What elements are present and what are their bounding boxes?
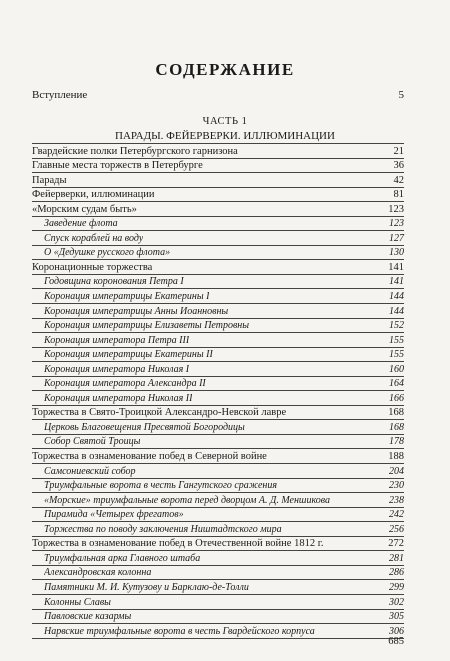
toc-entry-title: Пирамида «Четырех фрегатов» bbox=[44, 509, 184, 521]
toc-entry-page: 123 bbox=[388, 203, 404, 215]
toc-entry-title: Памятники М. И. Кутузову и Барклаю-де-Толли bbox=[44, 581, 249, 593]
toc-entry-page: 141 bbox=[389, 276, 404, 288]
toc-entry-page: 155 bbox=[389, 349, 404, 361]
toc-entry-page: 281 bbox=[389, 552, 404, 564]
toc-entry-title: Коронация императрицы Елизаветы Петровны bbox=[44, 320, 250, 332]
toc-entry bbox=[32, 217, 404, 232]
toc-entry-page: 178 bbox=[389, 436, 404, 448]
toc-entry-page: 152 bbox=[389, 320, 404, 332]
toc-entry bbox=[32, 144, 404, 159]
toc-entry bbox=[32, 319, 404, 334]
toc-entry-page: 130 bbox=[389, 247, 404, 259]
toc-entry-page: 160 bbox=[389, 363, 404, 375]
toc-entry bbox=[32, 566, 404, 581]
toc-entry bbox=[32, 275, 404, 290]
toc-entry bbox=[32, 348, 404, 363]
toc-entry-title: Павловские казармы bbox=[44, 611, 132, 623]
toc-entry bbox=[32, 479, 404, 494]
toc-entry-page: 123 bbox=[389, 218, 404, 230]
toc-entry-page: 302 bbox=[389, 596, 404, 608]
toc-list bbox=[32, 143, 404, 639]
toc-entry-page: 272 bbox=[388, 538, 404, 550]
toc-entry-page: 42 bbox=[393, 174, 404, 186]
toc-entry-title: О «Дедушке русского флота» bbox=[44, 247, 171, 259]
toc-entry bbox=[32, 304, 404, 319]
toc-entry bbox=[32, 377, 404, 392]
toc-entry-page: 238 bbox=[389, 494, 404, 506]
toc-entry bbox=[32, 202, 404, 217]
toc-entry-title: «Морским судам быть» bbox=[32, 203, 137, 215]
toc-entry-page: 168 bbox=[388, 407, 404, 419]
toc-entry-title: Парады bbox=[32, 174, 67, 186]
toc-entry bbox=[32, 406, 404, 421]
toc-entry-title: Коронация императора Александра II bbox=[44, 378, 206, 390]
toc-entry bbox=[32, 449, 404, 464]
toc-entry-page: 286 bbox=[389, 567, 404, 579]
toc-entry-title: Вступление bbox=[32, 89, 88, 101]
toc-entry-page: 299 bbox=[389, 581, 404, 593]
toc-entry bbox=[32, 420, 404, 435]
page-number: 685 bbox=[388, 636, 404, 647]
toc-entry-title: Нарвские триумфальные ворота в честь Гвардейского корпуса bbox=[44, 625, 315, 637]
toc-entry-page: 81 bbox=[393, 189, 404, 201]
toc-entry-title: Годовщина коронования Петра I bbox=[44, 276, 184, 288]
toc-entry-title: Коронация императора Николая II bbox=[44, 392, 193, 404]
toc-entry bbox=[32, 173, 404, 188]
toc-entry-title: Церковь Благовещения Пресвятой Богородицы bbox=[44, 421, 245, 433]
toc-entry-title: «Морские» триумфальные ворота перед дворцом А. Д. Меншикова bbox=[44, 494, 331, 506]
toc-entry-intro bbox=[32, 89, 404, 101]
toc-entry-page: 242 bbox=[389, 509, 404, 521]
toc-entry-page: 168 bbox=[389, 421, 404, 433]
toc-entry bbox=[32, 537, 404, 552]
toc-entry-title: Колонны Славы bbox=[44, 596, 111, 608]
toc-entry bbox=[32, 260, 404, 275]
part-number: ЧАСТЬ 1 bbox=[202, 116, 248, 127]
toc-entry-page: 144 bbox=[389, 291, 404, 303]
toc-entry bbox=[32, 595, 404, 610]
toc-entry-title: Гвардейские полки Петербургского гарнизона bbox=[32, 145, 238, 157]
toc-entry-title: Коронация императора Николая I bbox=[44, 363, 190, 375]
toc-entry bbox=[32, 508, 404, 523]
toc-entry bbox=[32, 159, 404, 174]
toc-entry-page: 127 bbox=[389, 232, 404, 244]
toc-entry-title: Самсониевский собор bbox=[44, 465, 136, 477]
toc-entry bbox=[32, 551, 404, 566]
toc-entry-title: Коронация императрицы Екатерины I bbox=[44, 291, 210, 303]
toc-entry bbox=[32, 289, 404, 304]
toc-entry-page: 164 bbox=[389, 378, 404, 390]
toc-entry-page: 306 bbox=[389, 625, 404, 637]
toc-entry-page: 204 bbox=[389, 465, 404, 477]
toc-entry-title: Триумфальные ворота в честь Гангутского сражения bbox=[44, 480, 278, 492]
toc-entry-title: Коронационные торжества bbox=[32, 261, 153, 273]
toc-entry bbox=[32, 188, 404, 203]
toc-entry bbox=[32, 333, 404, 348]
toc-entry-page: 256 bbox=[389, 523, 404, 535]
toc-entry-title: Коронация императрицы Екатерины II bbox=[44, 349, 213, 361]
part-title: ПАРАДЫ. ФЕЙЕРВЕРКИ. ИЛЛЮМИНАЦИИ bbox=[115, 130, 335, 142]
toc-entry-page: 188 bbox=[388, 451, 404, 463]
toc-entry bbox=[32, 610, 404, 625]
toc-entry-page: 36 bbox=[393, 160, 404, 172]
toc-entry-title: Заведение флота bbox=[44, 218, 118, 230]
toc-entry-page: 141 bbox=[388, 261, 404, 273]
toc-entry-title: Торжества по поводу заключения Ништадтского мира bbox=[44, 523, 282, 535]
toc-entry-page: 21 bbox=[393, 145, 404, 157]
toc-entry-title: Александровская колонна bbox=[44, 567, 152, 579]
toc-entry bbox=[32, 580, 404, 595]
page-title: СОДЕРЖАНИЕ bbox=[155, 60, 295, 79]
toc-entry-title: Спуск кораблей на воду bbox=[44, 232, 144, 244]
toc-entry bbox=[32, 493, 404, 508]
toc-entry bbox=[32, 231, 404, 246]
toc-entry bbox=[32, 624, 404, 639]
toc-entry-page: 166 bbox=[389, 392, 404, 404]
toc-entry-page: 5 bbox=[398, 89, 404, 101]
toc-entry-title: Торжества в Свято-Троицкой Александро-Невской лавре bbox=[32, 407, 287, 419]
toc-entry-title: Собор Святой Троицы bbox=[44, 436, 141, 448]
toc-entry bbox=[32, 464, 404, 479]
toc-entry bbox=[32, 391, 404, 406]
toc-entry-page: 144 bbox=[389, 305, 404, 317]
toc-entry-title: Торжества в ознаменование побед в Отечественной войне 1812 г. bbox=[32, 538, 324, 550]
toc-entry-title: Торжества в ознаменование побед в Северной войне bbox=[32, 451, 267, 463]
toc-entry-page: 230 bbox=[389, 480, 404, 492]
toc-entry-title: Коронация императора Петра III bbox=[44, 334, 190, 346]
toc-entry-page: 155 bbox=[389, 334, 404, 346]
toc-entry bbox=[32, 435, 404, 450]
toc-entry bbox=[32, 246, 404, 261]
toc-entry bbox=[32, 522, 404, 537]
toc-entry bbox=[32, 362, 404, 377]
toc-entry-title: Главные места торжеств в Петербурге bbox=[32, 160, 203, 172]
toc-entry-title: Фейерверки, иллюминации bbox=[32, 189, 155, 201]
toc-entry-title: Триумфальная арка Главного штаба bbox=[44, 552, 201, 564]
toc-entry-page: 305 bbox=[389, 611, 404, 623]
toc-entry-title: Коронация императрицы Анны Иоанновны bbox=[44, 305, 229, 317]
